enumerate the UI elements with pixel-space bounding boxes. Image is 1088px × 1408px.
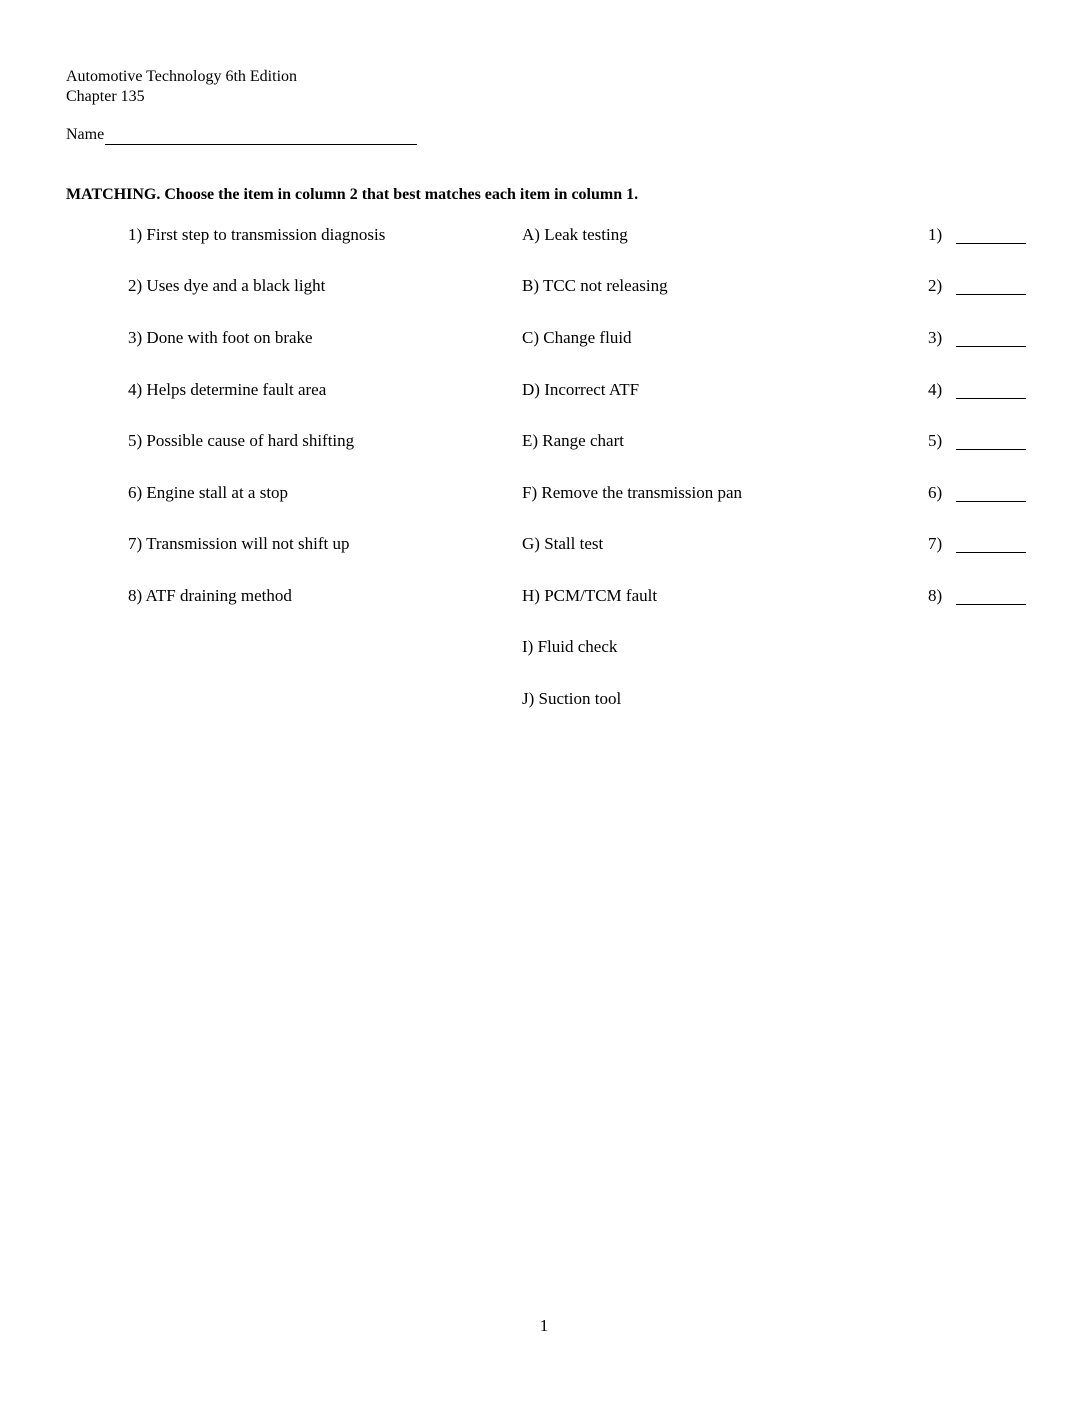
answer-slot-3 (928, 327, 1026, 349)
column1-item-8: 8) ATF draining method (128, 586, 292, 605)
matching-instructions: MATCHING. Choose the item in column 2 that best matches each item in column 1. (66, 186, 639, 203)
answer-blank[interactable] (956, 294, 1026, 295)
page-number: 1 (539, 1316, 549, 1335)
answer-number: 8) (928, 586, 943, 605)
document-title: Automotive Technology 6th Edition (66, 68, 298, 85)
answer-slot-2 (928, 275, 1026, 297)
column2-item-a: A) Leak testing (522, 225, 628, 244)
column1-item-1: 1) First step to transmission diagnosis (128, 225, 386, 244)
column2-item-d: D) Incorrect ATF (522, 380, 640, 399)
answer-slot-4 (928, 379, 1026, 401)
column1-item-4: 4) Helps determine fault area (128, 380, 327, 399)
answer-number: 7) (928, 534, 943, 553)
answer-slot-1 (928, 224, 1026, 246)
column2-item-h: H) PCM/TCM fault (522, 586, 658, 605)
answer-blank[interactable] (956, 501, 1026, 502)
answer-number: 4) (928, 380, 943, 399)
column2-item-e: E) Range chart (522, 431, 624, 450)
answer-number: 2) (928, 276, 943, 295)
answer-slot-7 (928, 533, 1026, 555)
column1-item-7: 7) Transmission will not shift up (128, 534, 350, 553)
answer-blank[interactable] (956, 243, 1026, 244)
answer-blank[interactable] (956, 604, 1026, 605)
answer-slot-5 (928, 430, 1026, 452)
answer-slot-8 (928, 585, 1026, 607)
answer-blank[interactable] (956, 398, 1026, 399)
answer-blank[interactable] (956, 449, 1026, 450)
chapter-label: Chapter 135 (66, 88, 145, 105)
column1-item-5: 5) Possible cause of hard shifting (128, 431, 355, 450)
answer-blank[interactable] (956, 552, 1026, 553)
column2-item-c: C) Change fluid (522, 328, 632, 347)
answer-number: 3) (928, 328, 943, 347)
answer-number: 6) (928, 483, 943, 502)
answer-blank[interactable] (956, 346, 1026, 347)
column2-item-g: G) Stall test (522, 534, 604, 553)
column1-item-2: 2) Uses dye and a black light (128, 276, 326, 295)
column2-item-b: B) TCC not releasing (522, 276, 668, 295)
column2-item-j: J) Suction tool (522, 689, 622, 708)
column1-item-6: 6) Engine stall at a stop (128, 483, 289, 502)
column1-item-3: 3) Done with foot on brake (128, 328, 313, 347)
answer-number: 1) (928, 225, 943, 244)
name-field[interactable] (105, 128, 417, 145)
answer-slot-6 (928, 482, 1026, 504)
name-row (66, 125, 417, 145)
name-label: Name (66, 126, 105, 143)
column2-item-f: F) Remove the transmission pan (522, 483, 743, 502)
column2-item-i: I) Fluid check (522, 637, 618, 656)
answer-number: 5) (928, 431, 943, 450)
